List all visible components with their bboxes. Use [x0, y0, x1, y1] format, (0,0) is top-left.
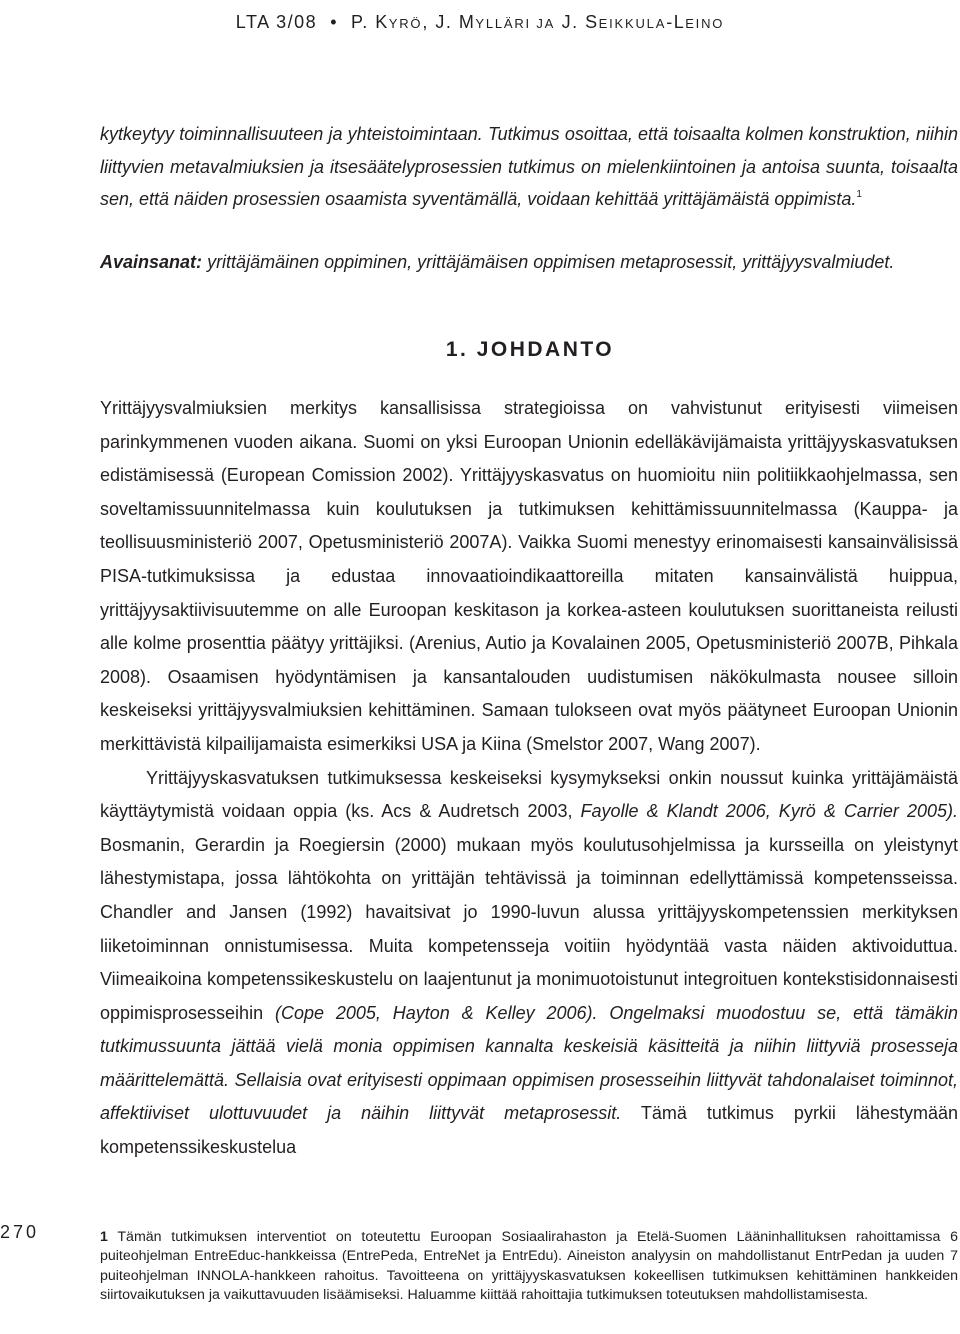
section-number: 1.	[445, 338, 469, 361]
body-text	[100, 392, 958, 1165]
header-bullet: •	[330, 12, 339, 32]
footnote-text: Tämän tutkimuksen interventiot on toteutettu Euroopan Sosiaalirahaston ja Etelä-Suomen Lääninhallituksen rahoittamissa 6 puiteohjelman EntreEduc-hankkeissa (EntrePeda, EntreNet ja EntrEdu). Aineiston analyysin on mahdollistanut EntrPedan ja uuden 7 puiteohjelman INNOLA-hankkeen rahoitus. Tavoitteena on yrittäjyyskasvatuksen kokeellisen tutkimuksen kehittäminen hankkeiden siirtovaikutuksen ja vaikuttavuuden lisäämiseksi. Haluamme kiittää rahoittajia tutkimuksen toteutuksen mahdollistamisesta.	[100, 1229, 959, 1304]
footnote-reference[interactable]: 1	[856, 189, 862, 200]
section-heading	[0, 338, 960, 362]
keywords-label: Avainsanat:	[100, 252, 203, 272]
paragraph-2: Yrittäjyyskasvatuksen tutkimuksessa keskeiseksi kysymykseksi onkin noussut kuinka yrittäjämäistä käyttäytymistä voidaan oppia (ks. Acs & Audretsch 2003, Fayolle & Klandt 2006, Kyrö & Carrier 2005). Bosmanin, Gerardin ja Roegiersin (2000) mukaan myös koulutusohjelmissa ja kursseilla on yleistynyt lähestymistapa, jossa lähtökohta on yrittäjän tehtävissä ja toiminnan edellyttämissä kompetensseissa. Chandler and Jansen (1992) havaitsivat jo 1990-luvun alussa yrittäjyyskompetenssien merkityksen liiketoiminnan onnistumisessa. Muita kompetensseja voitiin hyödyntää vasta näiden aktivoiduttua. Viimeaikoina kompetenssikeskustelu on laajentunut ja monimuotoistunut integroituen kontekstisidonnaisesti oppimisprosesseihin (Cope 2005, Hayton & Kelley 2006). Ongelmaksi muodostuu se, että tämäkin tutkimussuunta jättää vielä monia oppimisen kannalta keskeisiä käsitteitä ja niihin liittyviä prosesseja määrittelemättä. Sellaisia ovat erityisesti oppimaan oppimisen prosesseihin liittyvät tahdonalaiset toiminnot, affektiiviset ulottuvuudet ja näihin liittyvät metaprosessit. Tämä tutkimus pyrkii lähestymään kompetenssikeskustelua	[100, 767, 958, 1158]
author-3: J. SEIKKULA-LEINO	[561, 12, 725, 32]
keywords-list: yrittäjämäinen oppiminen, yrittäjämäisen oppimisen metaprosessit, yrittäjyysvalmiudet.	[207, 252, 895, 272]
footnote-number: 1	[100, 1229, 108, 1245]
journal-issue: LTA 3/08	[235, 12, 318, 32]
paragraph-1: Yrittäjyysvalmiuksien merkitys kansallisissa strategioissa on vahvistunut erityisesti viimeisen parinkymmenen vuoden aikana. Suomi on yksi Euroopan Unionin edelläkävijämaista yrittäjyyskasvatuksen edistämisessä (European Comission 2002). Yrittäjyyskasvatus on huomioitu niin politiikkaohjelmassa, sen soveltamissuunnitelmassa kuin koulutuksen ja tutkimuksen kehittämissuunnitelmassa (Kauppa- ja teollisuusministeriö 2007, Opetusministeriö 2007A). Vaikka Suomi menestyy erinomaisesti kansainvälisissä PISA-tutkimuksissa ja edustaa innovaatioindikaattoreilla mitaten kansainvälistä huippua, yrittäjyysaktiivisuutemme on alle Euroopan keskitason ja korkea-asteen koulutuksen suorittaneista reilusti alle kolme prosenttia päätyy yrittäjiksi. (Arenius, Autio ja Kovalainen 2005, Opetusministeriö 2007B, Pihkala 2008). Osaamisen hyödyntämisen ja kansantalouden uudistumisen näkökulmasta nousee silloin keskeiseksi yrittäjyysvalmiuksien kehittäminen. Samaan tulokseen ovat myös päätyneet Euroopan Unionin merkittävistä kilpailijamaista esimerkiksi USA ja Kiina (Smelstor 2007, Wang 2007).	[100, 398, 958, 754]
abstract-body: kytkeytyy toiminnallisuuteen ja yhteistoimintaan. Tutkimus osoittaa, että toisaalta kolmen konstruktion, niihin liittyvien metavalmiuksien ja itsesäätelyprosessien tutkimus on mielenkiintoinen ja antoisa suunta, toisaalta sen, että näiden prosessien osaamista syventämällä, voidaan kehittää yrittäjämäistä oppimista.	[100, 124, 958, 209]
author-1: P. KYRÖ,	[351, 12, 429, 32]
page-number: 270	[0, 1222, 40, 1242]
section-title: JOHDANTO	[476, 338, 615, 361]
abstract-text	[100, 118, 958, 216]
keywords	[100, 247, 958, 277]
running-header	[0, 12, 960, 33]
author-2: J. MYLLÄRI JA	[435, 12, 556, 32]
footnote	[100, 1228, 958, 1306]
